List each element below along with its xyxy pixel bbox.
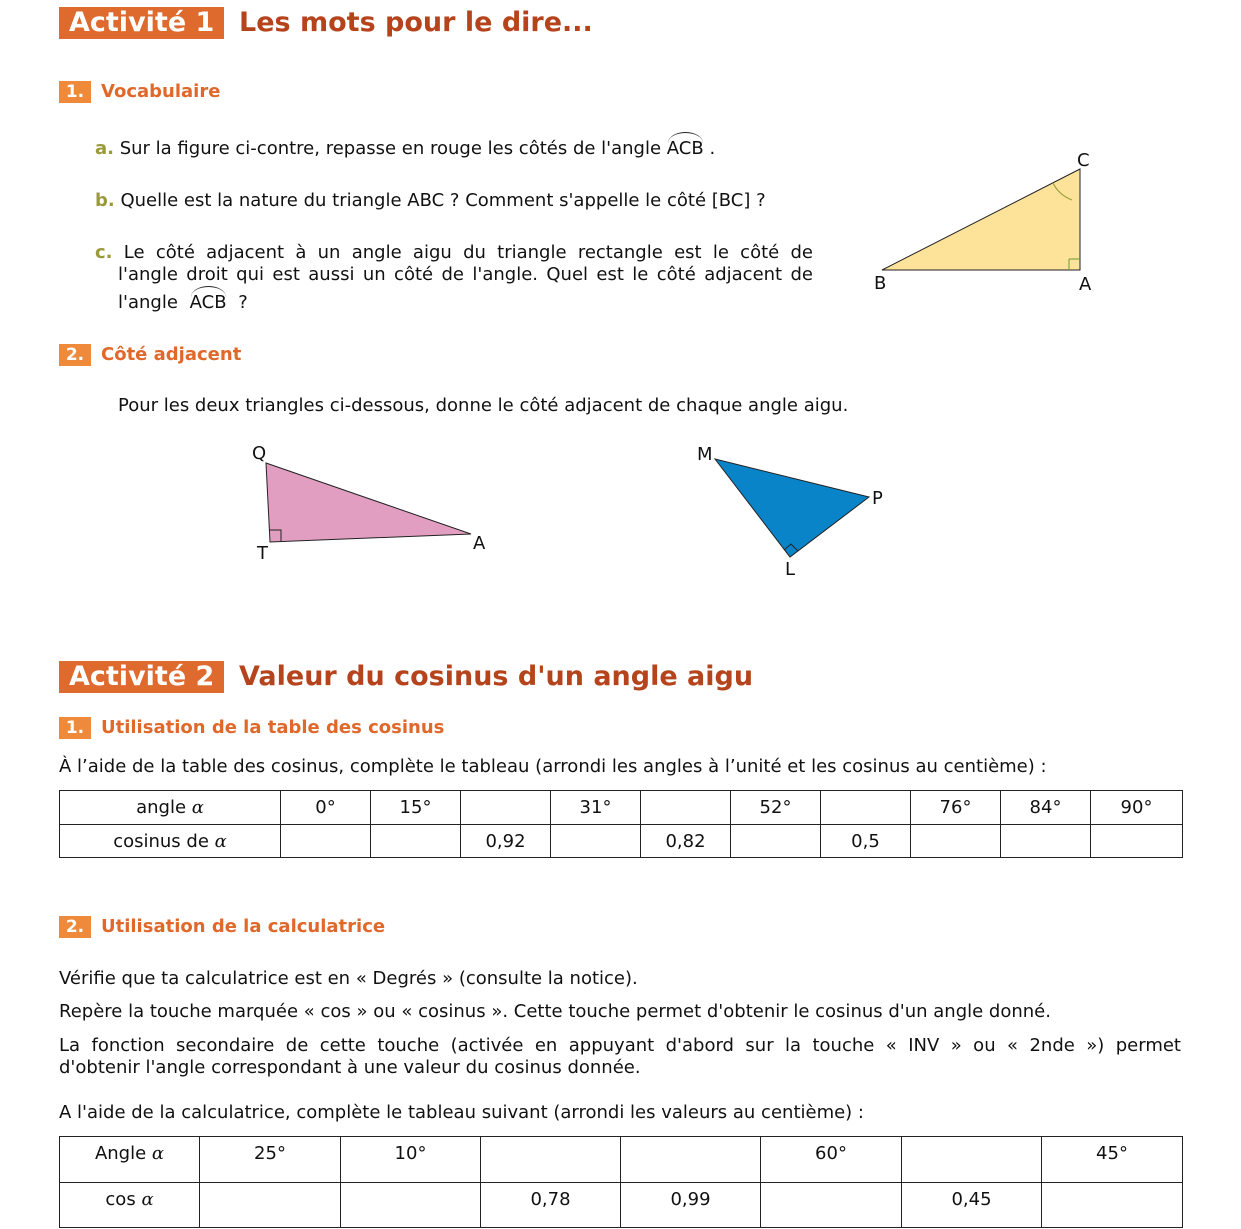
- calc-cos-row-header: [60, 1183, 200, 1228]
- label-a2: A: [473, 533, 486, 554]
- label-a: A: [1079, 274, 1092, 295]
- alpha-symbol: α: [214, 830, 227, 852]
- table-cell: 0,78: [481, 1183, 621, 1228]
- question-c-mark: ?: [238, 292, 248, 313]
- table-cell: [371, 825, 461, 858]
- section-2-title: Côté adjacent: [101, 344, 242, 365]
- question-a-end: .: [709, 138, 716, 159]
- section-2-2-title: Utilisation de la calculatrice: [101, 916, 386, 937]
- angle-row-label: angle: [136, 797, 187, 818]
- table-cell: [621, 1137, 761, 1183]
- question-b-text: Quelle est la nature du triangle ABC ? Comment s'appelle le côté [BC] ?: [120, 190, 766, 211]
- section-2-1-number: 1.: [59, 717, 91, 739]
- label-t: T: [257, 543, 268, 564]
- triangle-qta-figure: [240, 440, 510, 570]
- table-cell: 60°: [761, 1137, 902, 1183]
- angle-acb: ACB: [666, 138, 704, 159]
- alpha-symbol: α: [151, 1143, 165, 1164]
- table-cell: 0,45: [902, 1183, 1042, 1228]
- triangle-abc-figure: [860, 145, 1120, 305]
- section-2-number: 2.: [59, 344, 91, 366]
- triangle-mpl: [715, 459, 869, 557]
- table-cell: [902, 1137, 1042, 1183]
- question-c: [95, 242, 813, 314]
- question-c-line-1: [95, 242, 813, 264]
- label-c: C: [1077, 150, 1090, 171]
- alpha-symbol: α: [191, 797, 204, 818]
- table-cell: 84°: [1001, 791, 1091, 825]
- calc-angle-row-label: Angle: [94, 1143, 147, 1164]
- triangle-qta: [266, 463, 471, 542]
- triangle-mpl-figure: [690, 440, 900, 580]
- table-cell: [200, 1183, 341, 1228]
- question-a-letter: a.: [95, 138, 114, 159]
- table-cell: 25°: [200, 1137, 341, 1183]
- table-cell: 45°: [1042, 1137, 1183, 1183]
- activity-2-title: Valeur du cosinus d'un angle aigu: [239, 661, 754, 692]
- table-cell: 0,82: [641, 825, 731, 858]
- table-1-instruction: À l’aide de la table des cosinus, complète le tableau (arrondi les angles à l’unité et les cosinus au centième) :: [59, 756, 1047, 777]
- question-a-text: Sur la figure ci-contre, repasse en rouge les côtés de l'angle: [119, 138, 662, 159]
- cosine-table-cos-row: [60, 825, 1183, 858]
- table-cell: 0,99: [621, 1183, 761, 1228]
- paragraph-3: [59, 1035, 1181, 1079]
- table-cell: [281, 825, 371, 858]
- section-2-1-title: Utilisation de la table des cosinus: [101, 717, 445, 738]
- angle-row-header: [60, 791, 281, 825]
- table-cell: 52°: [731, 791, 821, 825]
- question-c-letter: c.: [95, 242, 113, 263]
- table-cell: 31°: [551, 791, 641, 825]
- paragraph-1: Vérifie que ta calculatrice est en « Degrés » (consulte la notice).: [59, 968, 638, 989]
- question-b: [95, 190, 766, 212]
- section-1-number: 1.: [59, 81, 91, 103]
- table-cell: [641, 791, 731, 825]
- paragraph-3-line-2: d'obtenir l'angle correspondant à une valeur du cosinus donnée.: [59, 1057, 641, 1078]
- section-2-instruction: Pour les deux triangles ci-dessous, donne le côté adjacent de chaque angle aigu.: [118, 395, 849, 416]
- calc-angle-row-header: [60, 1137, 200, 1183]
- cosine-table: [59, 790, 1183, 858]
- table-cell: 90°: [1091, 791, 1183, 825]
- table-cell: [481, 1137, 621, 1183]
- cosine-table-angle-row: [60, 791, 1183, 825]
- table-cell: [1001, 825, 1091, 858]
- table-cell: [731, 825, 821, 858]
- table-cell: 10°: [341, 1137, 481, 1183]
- calculator-table-cos-row: [60, 1183, 1183, 1228]
- table-cell: 0,5: [821, 825, 911, 858]
- calc-cos-row-label: cos: [105, 1189, 136, 1210]
- table-cell: [1042, 1183, 1183, 1228]
- alpha-symbol: α: [141, 1189, 154, 1210]
- question-c-line-2: l'angle droit qui est aussi un côté de l'angle. Quel est le côté adjacent de: [118, 264, 813, 285]
- paragraph-2: Repère la touche marquée « cos » ou « cosinus ». Cette touche permet d'obtenir le cosinus d'un angle donné.: [59, 1001, 1051, 1022]
- calculator-table: [59, 1136, 1183, 1228]
- table-cell: [341, 1183, 481, 1228]
- table-cell: 0°: [281, 791, 371, 825]
- table-cell: [1091, 825, 1183, 858]
- table-cell: [911, 825, 1001, 858]
- table-cell: 0,92: [461, 825, 551, 858]
- label-q: Q: [252, 443, 267, 464]
- table-cell: [461, 791, 551, 825]
- label-l: L: [785, 559, 796, 580]
- table-cell: [761, 1183, 902, 1228]
- question-c-line-3: [95, 292, 813, 314]
- activity-1-title: Les mots pour le dire...: [239, 7, 593, 38]
- angle-acb-2: ACB: [189, 292, 227, 313]
- question-c-text-3: l'angle: [118, 292, 178, 313]
- calculator-table-angle-row: [60, 1137, 1183, 1183]
- table-cell: 76°: [911, 791, 1001, 825]
- table-cell: 15°: [371, 791, 461, 825]
- table-cell: [551, 825, 641, 858]
- cos-row-header: [60, 825, 281, 858]
- section-2-2-number: 2.: [59, 916, 91, 938]
- paragraph-3-line-1: La fonction secondaire de cette touche (activée en appuyant d'abord sur la touche « INV » ou « 2nde ») permet: [59, 1035, 1181, 1056]
- table-cell: [821, 791, 911, 825]
- label-m: M: [697, 444, 713, 465]
- question-b-letter: b.: [95, 190, 115, 211]
- activity-2-badge: Activité 2: [59, 661, 224, 693]
- activity-1-badge: Activité 1: [59, 7, 224, 39]
- question-a: [95, 138, 715, 160]
- cos-row-label: cosinus de: [113, 830, 209, 852]
- paragraph-4: A l'aide de la calculatrice, complète le tableau suivant (arrondi les valeurs au centième) :: [59, 1102, 864, 1123]
- question-c-text-1: Le côté adjacent à un angle aigu du triangle rectangle est le côté de: [123, 242, 813, 263]
- section-1-title: Vocabulaire: [101, 81, 221, 102]
- triangle-abc: [882, 169, 1080, 270]
- label-b: B: [874, 273, 887, 294]
- label-p: P: [872, 488, 883, 509]
